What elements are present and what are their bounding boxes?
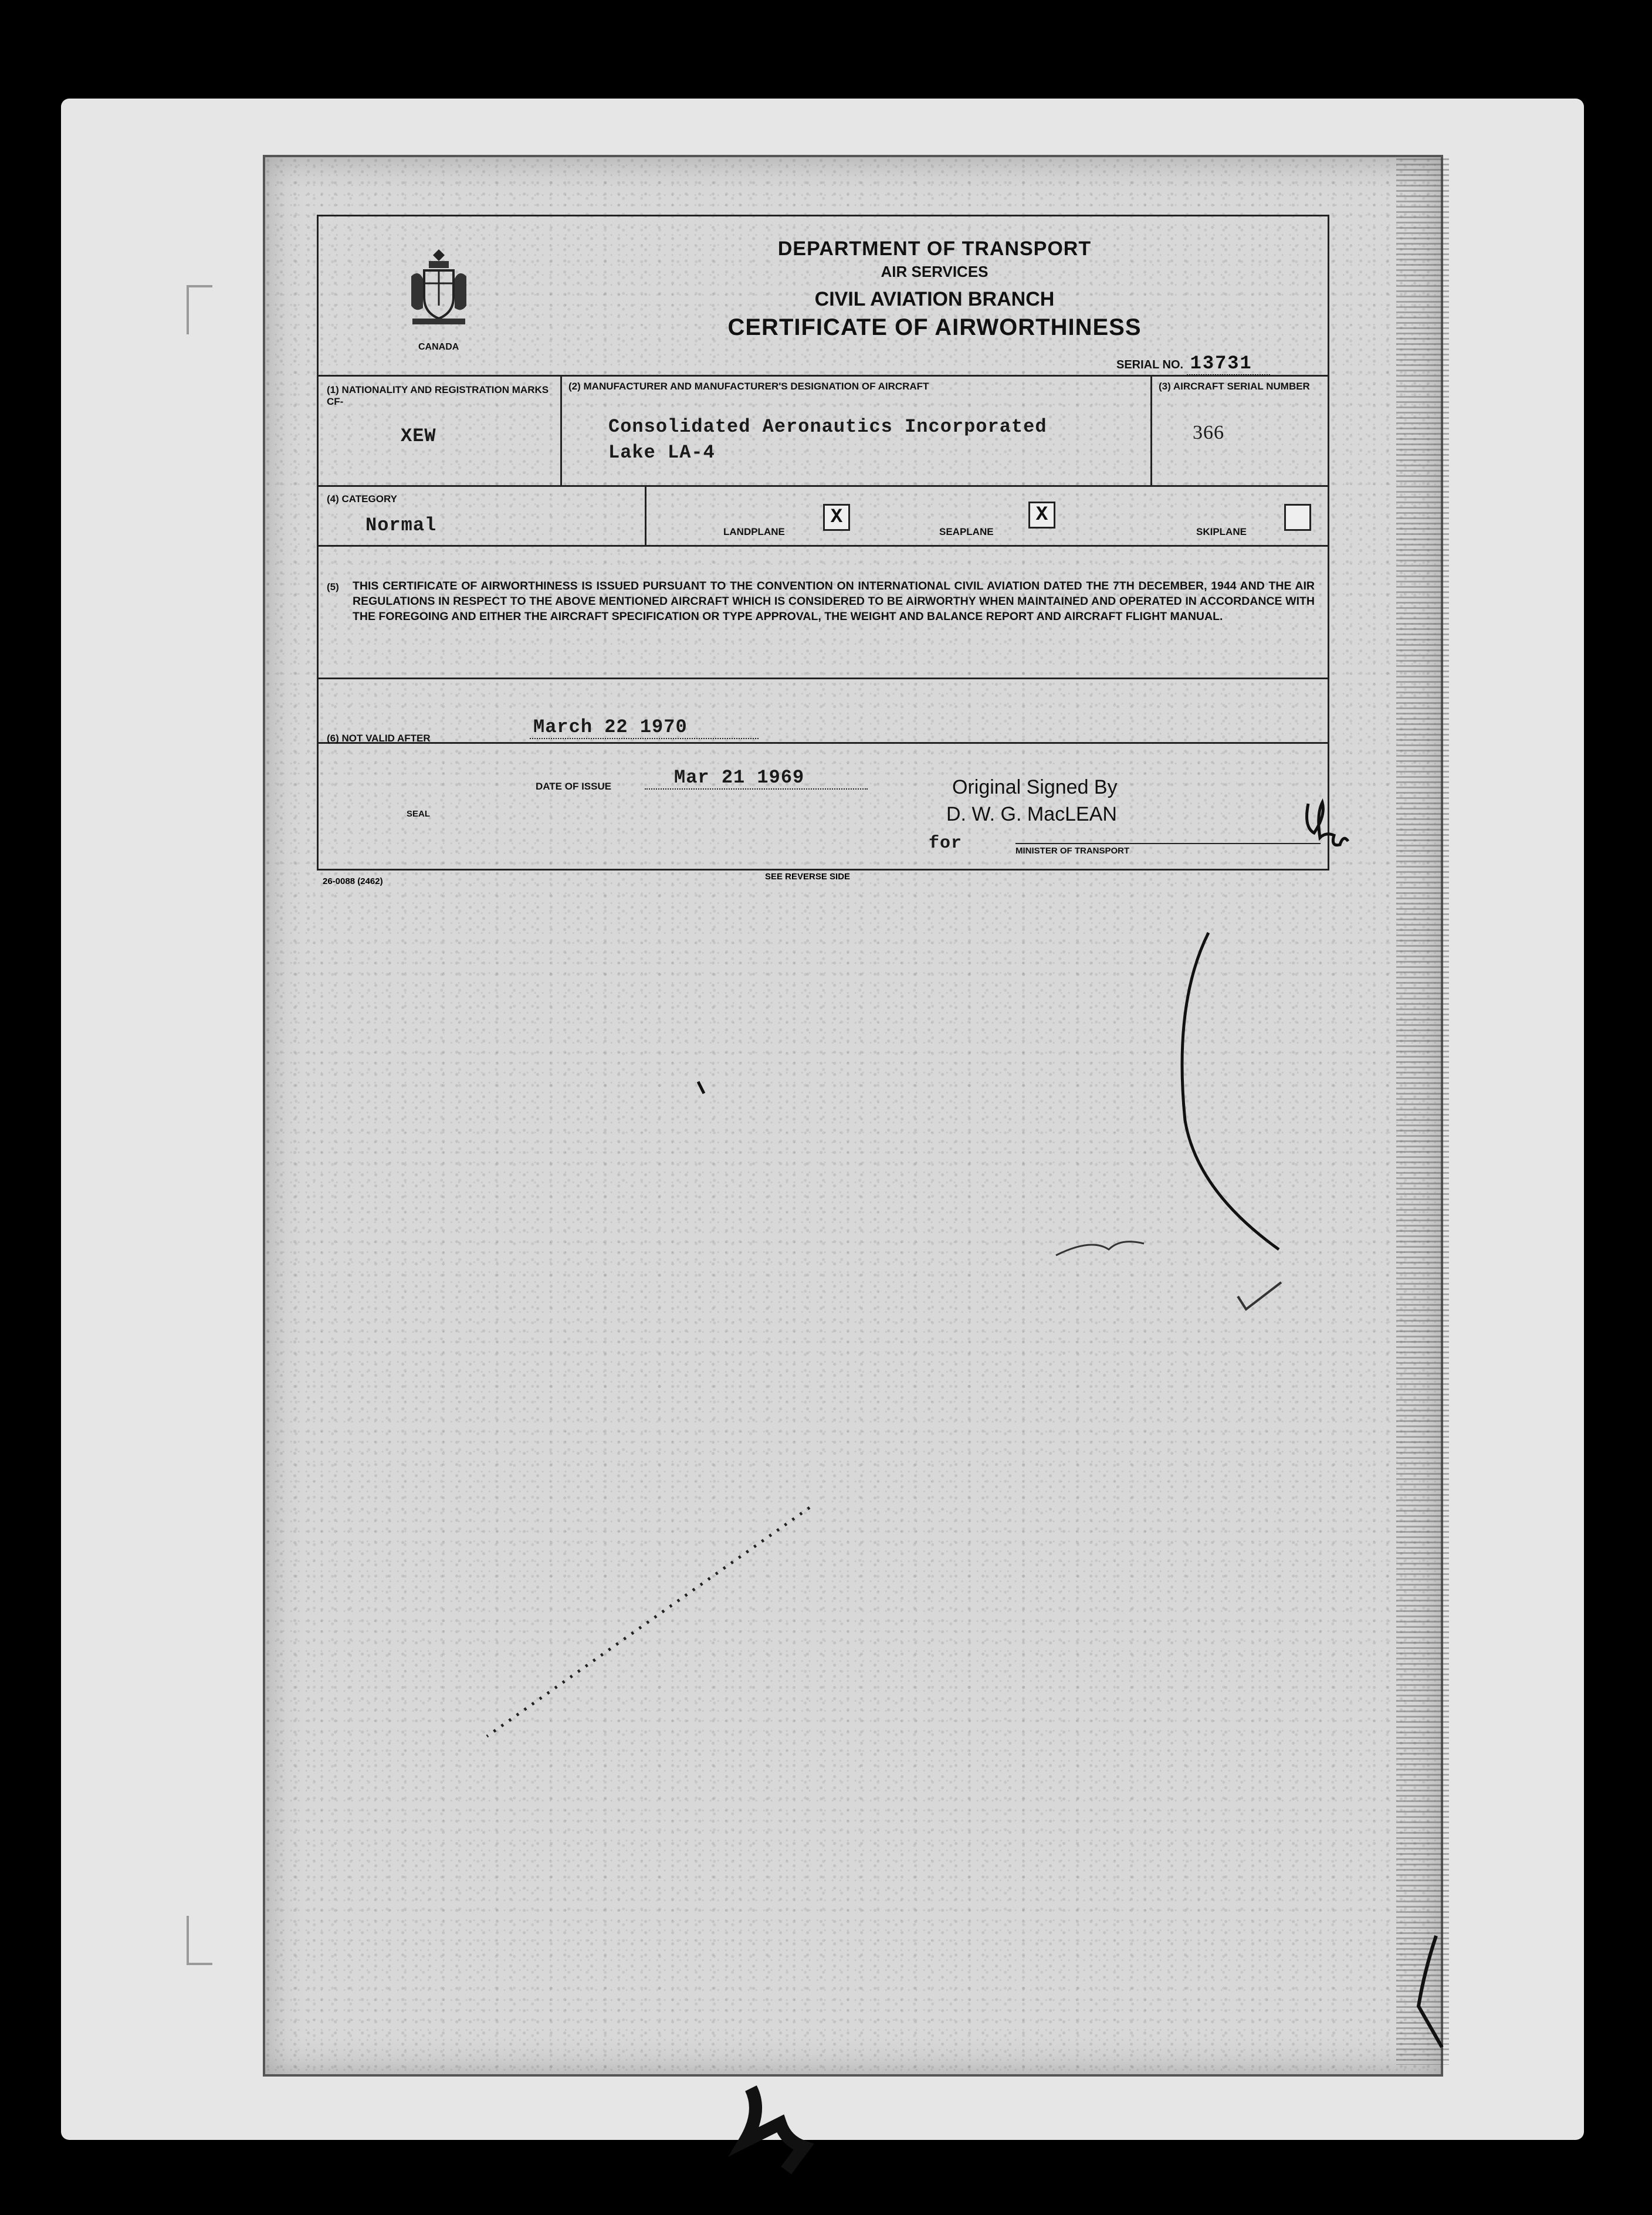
nationality-label: (1) NATIONALITY AND REGISTRATION MARKS CF- bbox=[327, 384, 549, 407]
crest-label: CANADA bbox=[418, 342, 459, 352]
seal-label: SEAL bbox=[407, 809, 431, 819]
bottom-film-mark bbox=[745, 2088, 804, 2170]
serial-label: SERIAL NO. bbox=[1116, 358, 1184, 371]
manufacturer-name: Consolidated Aeronautics Incorporated bbox=[608, 416, 1047, 438]
dotted-streak bbox=[487, 1508, 810, 1736]
statement-number: (5) bbox=[327, 581, 339, 592]
manufacturer-label: (2) MANUFACTURER AND MANUFACTURER'S DESIGNATION OF AIRCRAFT bbox=[568, 381, 929, 392]
minister-label: MINISTER OF TRANSPORT bbox=[1015, 843, 1321, 857]
paper-corner-mark bbox=[1419, 1936, 1442, 2047]
statement-text: THIS CERTIFICATE OF AIRWORTHINESS IS ISSUED PURSUANT TO THE CONVENTION ON INTERNATIONAL CIVIL AVIATION DATED THE 7TH DECEMBER, 1944 AND THE AIR REGULATIONS IN RESPECT TO THE ABOVE MENTIONED AIRCRAFT WHICH IS CONSIDERED TO BE AIRWORTHY WHEN MAINTAINED AND OPERATED IN ACCORDANCE WITH THE FOREGOING AND EITHER THE AIRCRAFT SPECIFICATION OR TYPE APPROVAL, THE WEIGHT AND BALANCE REPORT AND AIRCRAFT FLIGHT MANUAL. bbox=[353, 580, 1315, 623]
serial-value: 13731 bbox=[1187, 353, 1270, 375]
category-label: (4) CATEGORY bbox=[327, 493, 397, 504]
seaplane-checkbox: X bbox=[1028, 502, 1055, 529]
aircraft-serial-value: 366 bbox=[1193, 422, 1224, 443]
landplane-checkbox: X bbox=[823, 504, 850, 531]
date-of-issue-value: Mar 21 1969 bbox=[645, 767, 868, 790]
signatory-name: D. W. G. MacLEAN bbox=[946, 803, 1117, 825]
nationality-value: XEW bbox=[401, 425, 436, 447]
not-valid-after-label: (6) NOT VALID AFTER bbox=[327, 733, 431, 744]
branch-title: CIVIL AVIATION BRANCH bbox=[814, 288, 1055, 310]
arrow-mark bbox=[698, 1082, 704, 1093]
signed-by-line: Original Signed By bbox=[952, 776, 1118, 798]
category-value: Normal bbox=[365, 514, 437, 536]
see-reverse-note: SEE REVERSE SIDE bbox=[765, 872, 851, 882]
seaplane-label: SEAPLANE bbox=[939, 526, 994, 537]
aircraft-serial-label: (3) AIRCRAFT SERIAL NUMBER bbox=[1159, 381, 1310, 392]
landplane-label: LANDPLANE bbox=[723, 526, 785, 537]
for-label: for bbox=[929, 834, 963, 854]
handwritten-check bbox=[1238, 1282, 1281, 1309]
handwritten-initials bbox=[1307, 802, 1348, 845]
certificate-title: CERTIFICATE OF AIRWORTHINESS bbox=[727, 314, 1142, 340]
date-of-issue-label: DATE OF ISSUE bbox=[536, 781, 612, 792]
aircraft-model: Lake LA-4 bbox=[608, 442, 715, 463]
service-title: AIR SERVICES bbox=[881, 263, 989, 280]
not-valid-after-value: March 22 1970 bbox=[530, 716, 759, 739]
form-number: 26-0088 (2462) bbox=[323, 876, 383, 886]
department-title: DEPARTMENT OF TRANSPORT bbox=[777, 238, 1092, 260]
handwritten-stroke bbox=[1056, 1242, 1144, 1255]
handwritten-curve bbox=[1182, 933, 1279, 1249]
skiplane-label: SKIPLANE bbox=[1196, 526, 1247, 537]
